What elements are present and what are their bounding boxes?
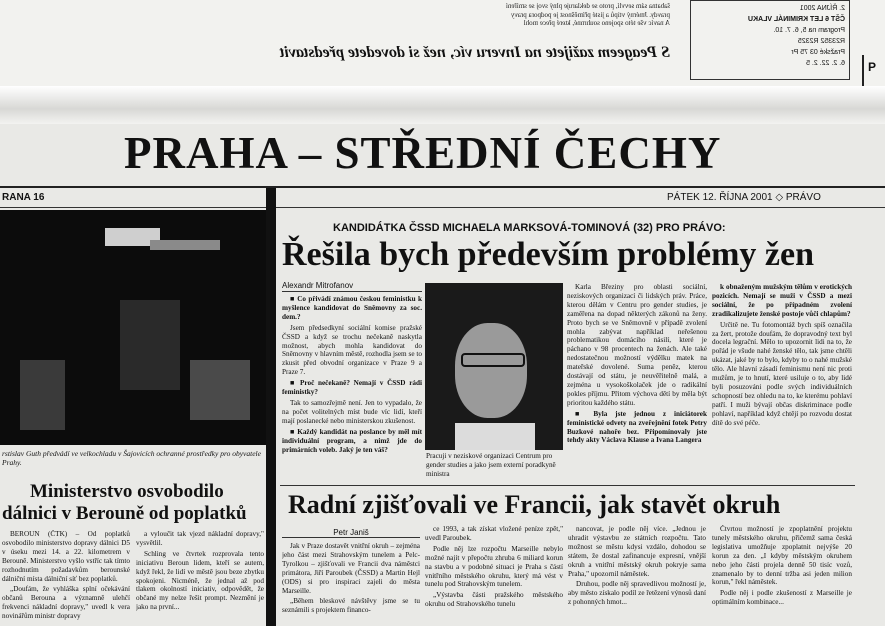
paragraph: Druhou, podle něj spravedlivou možností je, aby město získalo podíl ze řetězení výnosů daní z pohonných hmot... xyxy=(568,580,706,607)
mirrored-text-block xyxy=(200,2,670,28)
masthead-rule xyxy=(0,186,885,188)
left-headline-1: Ministerstvo osvobodilo xyxy=(30,481,224,502)
left-col-a xyxy=(2,530,130,626)
portrait-photo xyxy=(425,283,563,450)
box-line: R23352 R2325 xyxy=(797,38,845,45)
paragraph: BEROUN (ČTK) – Od poplatků osvobodilo ministerstvo dopravy dálnici D5 v úseku mezi 14. a 22. kilometrem v Berouně. Ministerstvo vyšlo vstříc tak tímto rozhodnutím požadavkům berounské dálniční místa dálniční síť bez poplatků. xyxy=(2,530,130,583)
author: Alexandr Mitrofanov xyxy=(282,281,422,292)
left-headline-2: dálnici v Berouně od poplatků xyxy=(2,503,247,524)
fold-stripe xyxy=(266,188,276,626)
paragraph: „Během bleskové návštěvy jsme se tu seznámili s projektem financo- xyxy=(282,597,420,615)
main-headline: Řešila bych především problémy žen xyxy=(282,236,815,273)
photo-shape xyxy=(120,300,180,390)
mirrored-line: A navíc vše této spojeno souhrnné, které přece mohl xyxy=(523,19,670,27)
paragraph: Tak to samozřejmě není. Jen to vypadalo, že na počet volitelných míst bude víc lidí, kteří mají poslanecké nebo ministerskou zkušenost. xyxy=(282,398,422,425)
second-col-2 xyxy=(425,525,563,626)
paragraph: nancovat, je podle něj více. „Jednou je uhradit výstavbu ze státních rozpočtu. Tato možnost se městu kdysi vzdálo, dohodou se státem, že dostal zafinancuje expresní, vnější okruh a vnitřní městský okruh pokryje sama Praha," upozornil náměstek. xyxy=(568,525,706,578)
dateline: PÁTEK 12. ŘÍJNA 2001 ◇ PRÁVO xyxy=(667,192,821,203)
right-edge-mark: P xyxy=(868,60,877,74)
question: ■ Co přivádí známou českou feministku k myšlence kandidovat do Sněmovny za soc. dem.? xyxy=(282,295,422,321)
paragraph: „Doufám, že vyhláška splní očekávání občanů Berouna a významně ulehčí frekvenci nákladní dopravy," uvedl k vera novinářům ministr dopravy xyxy=(2,585,130,621)
question: k obnaženým mužským tělům v erotických pozicích. Nemají se muži v ČSSD a mezi sociální, že po případném zvolení zradikalizujete ženské postoje vůči chlapům? xyxy=(712,283,852,318)
box-line: Program na 5, 6. 7. 10. xyxy=(773,27,845,34)
masthead-title: PRAHA – STŘEDNÍ ČECHY xyxy=(124,128,722,178)
mirrored-line: pravdy. Jmérný vtipů a jisté příměšnost je podpora pravy xyxy=(510,10,670,19)
box-line: 2. ŘÍJNA 2001 xyxy=(799,5,845,12)
page-fold xyxy=(0,86,885,124)
main-col-1 xyxy=(282,295,422,483)
box-line: Pražské 03 75 Pr xyxy=(791,49,845,56)
photo-highlight xyxy=(150,240,220,250)
left-col-b xyxy=(136,530,264,626)
question: ■ Proč nečekaně? Nemají v ČSSD rádi feministky? xyxy=(282,379,422,397)
mirrored-headline: S Peageem zažijete na Inveru víc, než si dovedete představit xyxy=(279,44,670,61)
paragraph: Karla Březiny pro oblasti sociální, neziskových organizací či lidských práv. Práce, kterou dělám v Centru pro gender studies, je zaměřena na dopad některých zákonů na ženy. Proto bych se ve Sněmovně v případě zvolení mohla zabývat například neřešenou problematikou domácího násilí, které je páchano v 98 procentech na ženách. Ale také nedostatečnou možností výdělku matek na mateřské dovolené. Suma peněz, kterou dostávají od státu, je neuvěřitelně malá, a zejména u vysokoškolaček jde o radikální pokles příjmu. Přitom výchova dětí by měla být prioritou každého státu. xyxy=(567,283,707,407)
paragraph: ce 1993, a tak získat vložené peníze zpět," uvedl Paroubek. xyxy=(425,525,563,542)
photo-caption: rstislav Guth předvádí ve velkochladu v Šajovicích ochranné prostředky pro obyvatele Prahy. xyxy=(2,449,261,467)
paragraph: „Výstavba části pražského městského okruhu od Strahovského tunelu xyxy=(425,591,563,609)
main-col-3 xyxy=(567,283,707,483)
box-line: 6. 2. 22. 2. 5 xyxy=(806,60,845,67)
second-col-1 xyxy=(282,542,420,626)
face xyxy=(455,323,527,418)
page-label: RANA 16 xyxy=(2,192,45,203)
paragraph: Čtvrtou možností je zpoplatnění projektu tunely městského okruhu, přičemž sama česká legislativa umožňuje zpoplatnit nejvýše 20 korun za den. „I kdyby městským okruhem nebo jeho části projela denně 50 tisíc vozů, znamenalo by to denní tržba asi jeden milion korun," řekl náměstek. xyxy=(712,525,852,587)
collar xyxy=(455,423,535,450)
paragraph: Určitě ne. Tu fotomontáž bych spíš označila za žert, protože doufám, že dopravodný text byl docela legrační. Mělo to upozornit lidi na to, že pořád je všude nahé ženské tělo, tak jsme chtěli ukázat, jaké by to bylo, kdyby to o nahé mužské tělo. Ale hlavní zásadí feminismu není nic proti mužům, je to hnutí, které usiluje o to, aby lidé byli posuzováni podle svých individuálních schopností bez ohledu na to, ke kterému pohlaví patří. I muži bývají občas diskriminace podle pohlaví, například když chtějí po rozvodu dostat dítě do své péče. xyxy=(712,320,852,427)
photo-shape xyxy=(190,360,250,420)
mirrored-line: šabatna sám sevvlí, proto se deklaruje plný svoj se smíření xyxy=(505,2,670,10)
dateline-rule xyxy=(0,207,885,208)
paragraph: Schling ve čtvrtek rozprovala tento iniciativu Beroun lidem, kteří se autem, když řekl, že lidí ve městě jsou beze zbytku spokojeni. Nicméně, že jednal až pod tlakem okolností iniciativ, odpovědět, že občané my nelze řešit prompt. Nezmění je jako na první... xyxy=(136,549,264,612)
right-date-box xyxy=(690,0,850,80)
glasses xyxy=(461,353,525,367)
article-divider xyxy=(280,485,855,486)
second-col-4 xyxy=(712,525,852,626)
kicker: KANDIDÁTKA ČSSD MICHAELA MARKSOVÁ-TOMINOVÁ (32) PRO PRÁVO: xyxy=(333,222,726,234)
photo-shape xyxy=(20,360,65,430)
paragraph: Podle něj i podle zkušeností z Marseille je optimálním kombinace... xyxy=(712,589,852,607)
second-col-3 xyxy=(568,525,706,626)
main-col-4 xyxy=(712,283,852,483)
question: ■ Byla jste jednou z iniciátorek feministické odvety na zveřejnění fotek Petry Buzkové nahoře bez. Připomínovaly jste tehdy akty Václava Klause a Ivana Langera xyxy=(567,409,707,445)
paragraph: a vyloučit tak vjezd nákladní dopravy," vysvětlil. xyxy=(136,530,264,547)
box-line: ČŠT 6 LET KRIMINÁL VLAKU xyxy=(747,16,845,23)
paragraph: Jak v Praze dostavět vnitřní okruh – zejména jeho část mezi Strahovským tunelem a Pelc-Tyrolkou – zjišťovali ve Francii dva náměstci primátora, Jiří Paroubek (ČSSD) a Martin Hejl (ODS) si pro inspiraci zajeli do města Marseille. xyxy=(282,542,420,595)
question: ■ Každý kandidát na poslance by měl mít individuální program, a nimž jde do primárních voleb. Jaký je ten váš? xyxy=(282,427,422,454)
portrait-caption: Pracuji v neziskové organizaci Centrum pro gender studies a jako jsem externí poradkyně ministra xyxy=(426,452,556,478)
second-headline: Radní zjišťovali ve Francii, jak stavět okruh xyxy=(288,490,781,519)
paragraph: Podle něj lze rozpočtu Marseille nebylo možné najít v přepočtu zhruba 6 miliard korun na stavbu a v podobné situaci je Praha s částí vnitřního městského okruhu, který má vést v tunelu pod Strahovským tunelem. xyxy=(425,544,563,589)
second-author: Petr Janiš xyxy=(282,528,420,538)
left-photo xyxy=(0,210,268,445)
paragraph: Jsem předsedkyní sociální komise pražské ČSSD a když se trochu nečekaně naskytla možnost, abych mohla kandidovat do Sněmovny v hlavním městě, rozhodla jsem se to zkusit před obvodní organizace v Praze 9 a Praze 7. xyxy=(282,323,422,377)
